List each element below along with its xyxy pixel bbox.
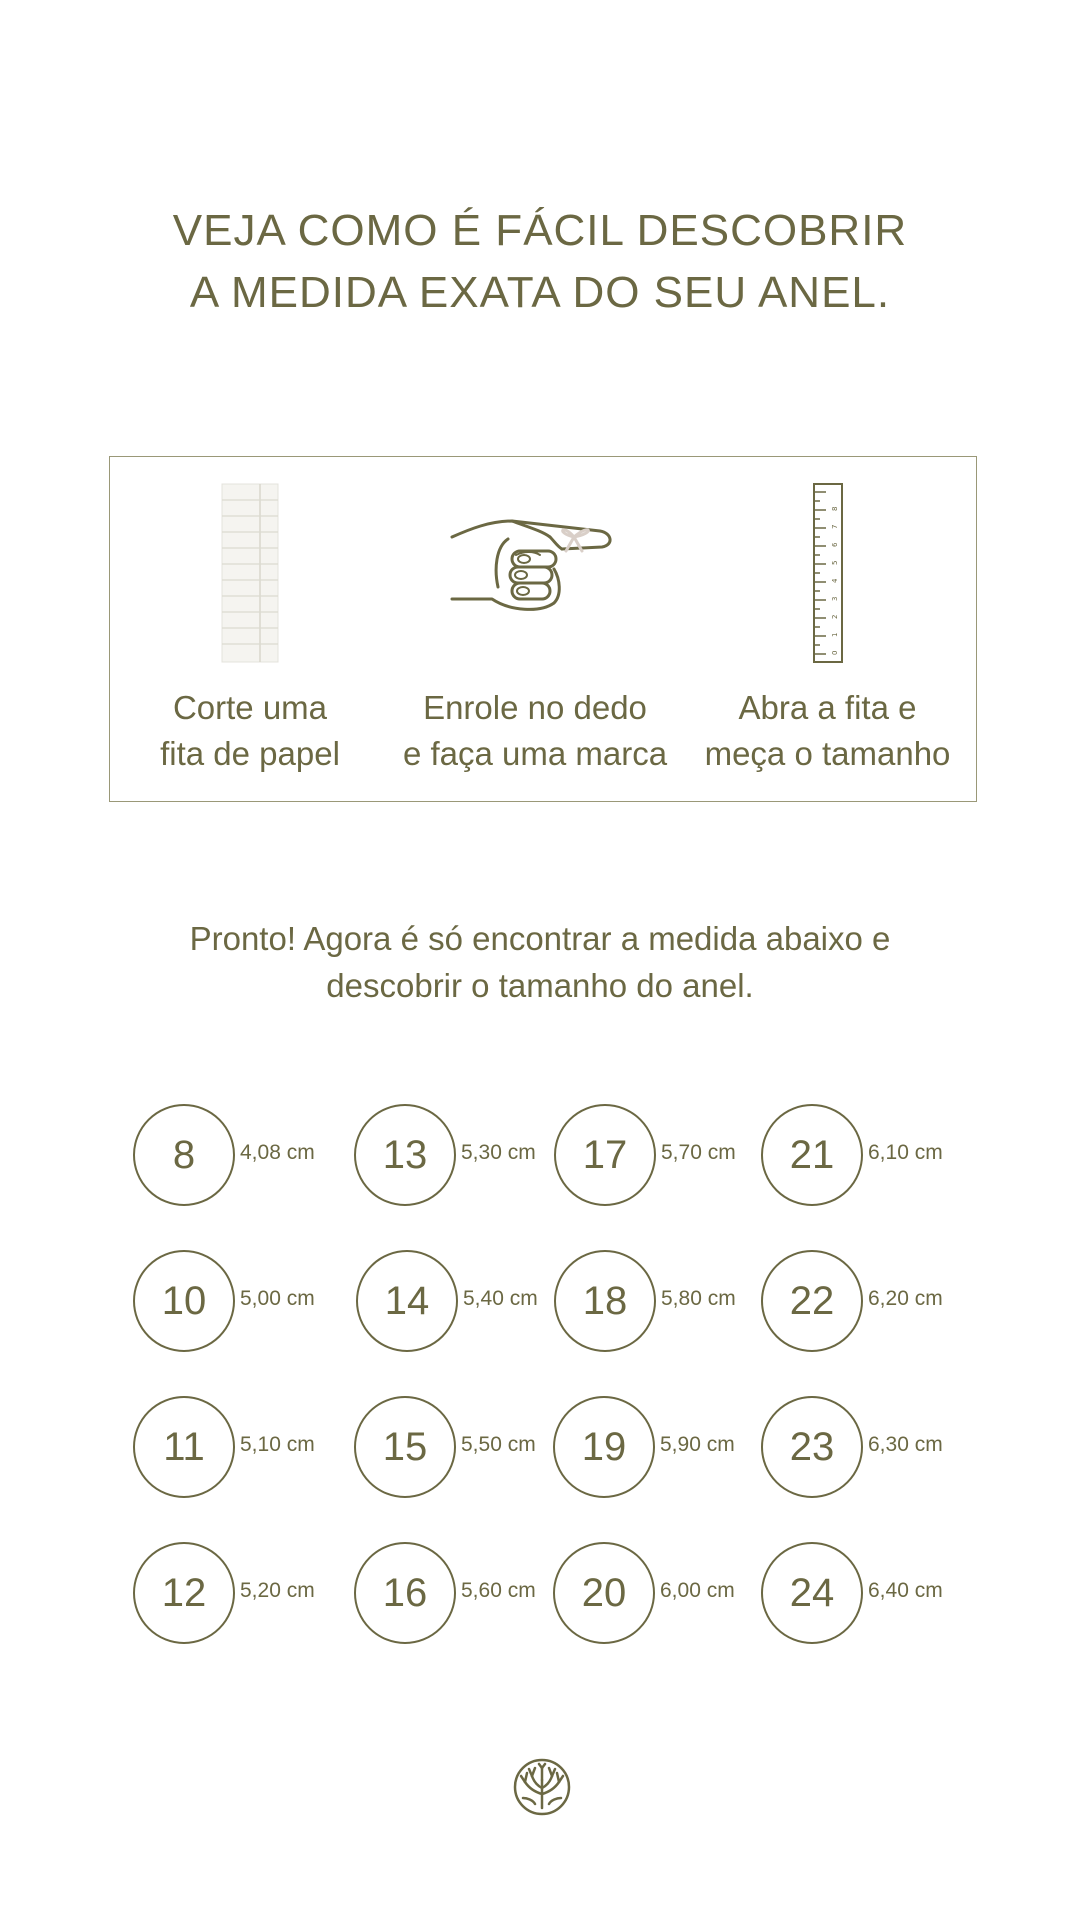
ring-size-item: [554, 1104, 774, 1206]
subtitle-line-1: Pronto! Agora é só encontrar a medida abaixo e: [189, 920, 891, 957]
svg-text:0: 0: [830, 650, 839, 655]
step-label-line: meça o tamanho: [704, 735, 951, 772]
ring-size-measure: 5,60 cm: [461, 1579, 536, 1602]
step-label-line: fita de papel: [160, 735, 340, 772]
svg-text:1: 1: [830, 632, 839, 637]
ring-size-number: 14: [356, 1250, 458, 1352]
step-measure: [680, 457, 975, 801]
ring-size-item: [354, 1542, 574, 1644]
instructions-subtitle: [0, 915, 1080, 1009]
ring-size-item: [553, 1542, 773, 1644]
ring-size-number: 19: [553, 1396, 655, 1498]
ring-size-item: [761, 1542, 981, 1644]
ring-size-number: 13: [354, 1104, 456, 1206]
step-label-line: Corte uma: [172, 689, 328, 726]
ring-size-measure: 5,20 cm: [240, 1579, 315, 1602]
ring-size-measure: 6,40 cm: [868, 1579, 943, 1602]
ruler-icon: [812, 482, 844, 669]
ring-size-number: 17: [554, 1104, 656, 1206]
paper-strip-icon: [220, 482, 280, 669]
step-wrap-finger-label: [390, 685, 680, 777]
ring-size-number: 8: [133, 1104, 235, 1206]
ring-size-measure: 5,00 cm: [240, 1287, 315, 1310]
ring-size-number: 24: [761, 1542, 863, 1644]
step-wrap-finger: [390, 457, 680, 801]
ring-size-number: 12: [133, 1542, 235, 1644]
ring-size-measure: 5,40 cm: [463, 1287, 538, 1310]
ring-size-measure: 5,70 cm: [661, 1141, 736, 1164]
tree-logo-icon: [513, 1758, 571, 1816]
step-cut-paper: [110, 457, 390, 801]
ring-size-item: [761, 1396, 981, 1498]
svg-text:5: 5: [830, 560, 839, 565]
ring-size-item: [133, 1250, 353, 1352]
ring-size-measure: 4,08 cm: [240, 1141, 315, 1164]
ring-size-item: [133, 1396, 353, 1498]
page-title-line-1: VEJA COMO É FÁCIL DESCOBRIR: [172, 206, 908, 255]
ring-size-item: [133, 1104, 353, 1206]
step-label-line: Abra a fita e: [738, 689, 917, 726]
instructions-box: [109, 456, 977, 802]
ring-size-item: [354, 1104, 574, 1206]
ring-size-number: 10: [133, 1250, 235, 1352]
svg-text:4: 4: [830, 578, 839, 583]
svg-text:3: 3: [830, 596, 839, 601]
ring-size-item: [554, 1250, 774, 1352]
ring-size-item: [354, 1396, 574, 1498]
ring-size-measure: 6,00 cm: [660, 1579, 735, 1602]
ring-size-number: 22: [761, 1250, 863, 1352]
ring-size-number: 16: [354, 1542, 456, 1644]
ring-size-number: 15: [354, 1396, 456, 1498]
svg-text:8: 8: [830, 506, 839, 511]
ring-size-measure: 5,90 cm: [660, 1433, 735, 1456]
finger-bow-icon: [450, 517, 620, 618]
ring-size-measure: 5,50 cm: [461, 1433, 536, 1456]
svg-text:6: 6: [830, 542, 839, 547]
ring-size-item: [761, 1250, 981, 1352]
svg-text:2: 2: [830, 614, 839, 619]
ring-size-measure: 5,80 cm: [661, 1287, 736, 1310]
ring-size-measure: 6,10 cm: [868, 1141, 943, 1164]
page-title: [0, 200, 1080, 324]
ring-size-item: [356, 1250, 576, 1352]
ring-size-measure: 6,30 cm: [868, 1433, 943, 1456]
svg-text:7: 7: [830, 524, 839, 529]
ring-size-measure: 5,10 cm: [240, 1433, 315, 1456]
ring-size-item: [761, 1104, 981, 1206]
page-title-line-2: A MEDIDA EXATA DO SEU ANEL.: [189, 268, 891, 317]
ring-size-item: [553, 1396, 773, 1498]
ring-size-number: 23: [761, 1396, 863, 1498]
step-label-line: e faça uma marca: [402, 735, 668, 772]
ring-size-number: 18: [554, 1250, 656, 1352]
step-cut-paper-label: [110, 685, 390, 777]
ring-size-measure: 5,30 cm: [461, 1141, 536, 1164]
step-label-line: Enrole no dedo: [423, 689, 647, 726]
ring-size-number: 20: [553, 1542, 655, 1644]
ring-size-number: 21: [761, 1104, 863, 1206]
subtitle-line-2: descobrir o tamanho do anel.: [326, 967, 754, 1004]
ring-size-item: [133, 1542, 353, 1644]
step-measure-label: [680, 685, 975, 777]
ring-size-measure: 6,20 cm: [868, 1287, 943, 1310]
ring-size-number: 11: [133, 1396, 235, 1498]
